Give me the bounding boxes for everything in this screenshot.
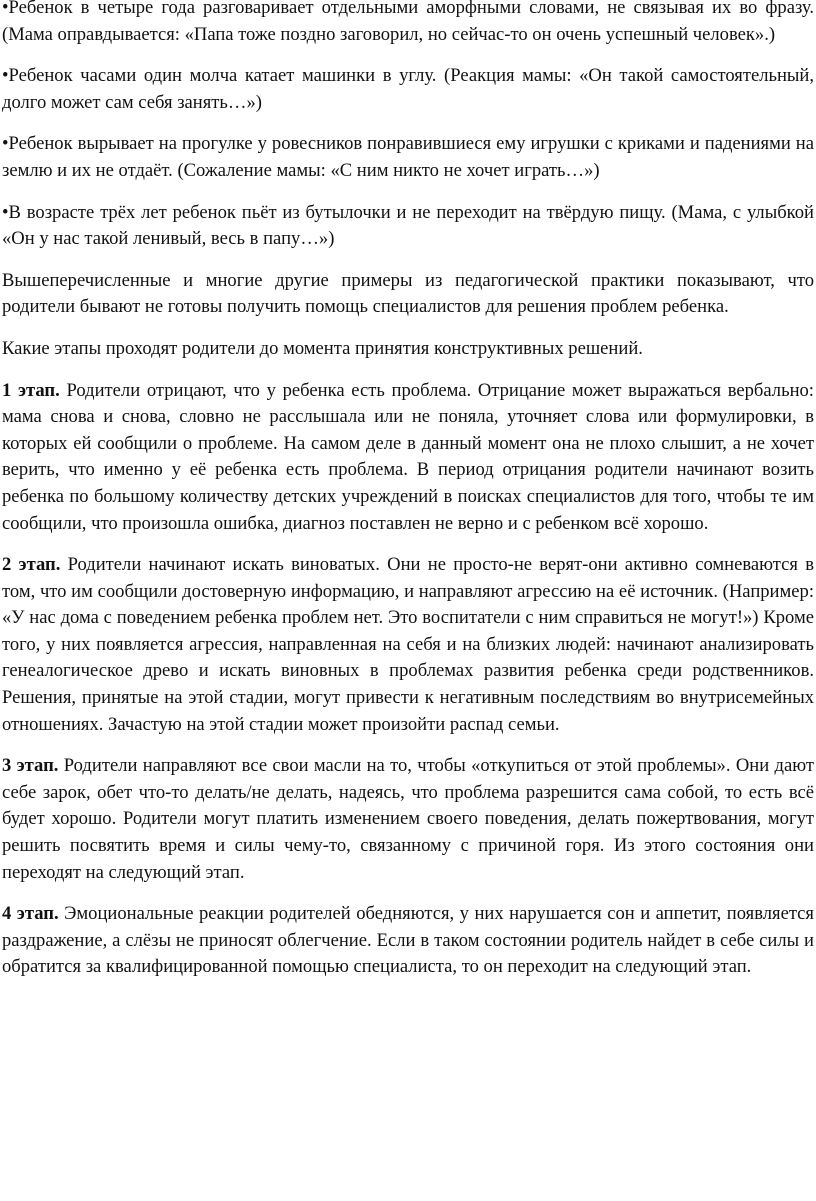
bullet-item: •Ребенок часами один молча катает машинки в углу. (Реакция мамы: «Он такой самостоятельный, долго может сам себя занять…») xyxy=(2,65,814,113)
bullet-item: •Ребенок вырывает на прогулке у ровесников понравившиеся ему игрушки с криками и падениями на землю и их не отдаёт. (Сожаление мамы: «С ним никто не хочет играть…») xyxy=(2,133,814,181)
stage-text: Родители отрицают, что у ребенка есть проблема. Отрицание может выражаться вербально: мама снова и снова, словно не расслышала или не поняла, уточняет слова или формулировки, в которых ей сообщили о проблеме. На самом деле в данный момент она не плохо слышит, а не хочет верить, что именно у её ребенка есть проблема. В период отрицания родители начинают возить ребенка по большому количеству детских учреждений в поисках специалистов для того, чтобы те им сообщили, что произошла ошибка, диагноз поставлен не верно и с ребенком всё хорошо. xyxy=(2,379,814,534)
bullet-item: •Ребенок в четыре года разговаривает отдельными аморфными словами, не связывая их во фразу. (Мама оправдывается: «Папа тоже поздно заговорил, но сейчас-то он очень успешный человек».) xyxy=(2,0,814,45)
stage-label: 4 этап. xyxy=(2,903,59,925)
stage-paragraph xyxy=(2,378,814,538)
stage-label: 2 этап. xyxy=(2,554,61,576)
stage-label: 3 этап. xyxy=(2,755,59,777)
stage-text: Родители начинают искать виноватых. Они не просто-не верят-они активно сомневаются в том, что им сообщили достоверную информацию, и направляют агрессию на её источник. (Например: «У нас дома с поведением ребенка проблем нет. Это воспитатели с ним справиться не могут!») Кроме того, у них появляется агрессия, направленная на себя и на близких людей: начинают анализировать генеалогическое древо и искать виновных в проблемах развития ребенка среди родственников. Решения, принятые на этой стадии, могут привести к негативным последствиям во внутрисемейных отношениях. Зачастую на этой стадии может произойти распад семьи. xyxy=(2,554,814,735)
stage-paragraph xyxy=(2,552,814,738)
stage-text: Эмоциональные реакции родителей обедняются, у них нарушается сон и аппетит, появляется раздражение, а слёзы не приносят облегчение. Если в таком состоянии родитель найдет в себе силы и обратится за квалифицированной помощью специалиста, то он переходит на следующий этап. xyxy=(2,903,814,978)
stage-paragraph xyxy=(2,901,814,981)
stage-label: 1 этап. xyxy=(2,379,60,401)
stage-text: Родители направляют все свои масли на то, чтобы «откупиться от этой проблемы». Они дают себе зарок, обет что-то делать/не делать, надеясь, что проблема разрешится сама собой, то есть всё будет хорошо. Родители могут платить изменением своего поведения, делать пожертвования, могут решить посвятить время и силы чему-то, связанному с причиной горя. Из этого состояния они переходят на следующий этап. xyxy=(2,755,814,883)
summary-paragraph: Вышеперечисленные и многие другие примеры из педагогической практики показывают, что родители бывают не готовы получить помощь специалистов для решения проблем ребенка. xyxy=(2,269,814,318)
bullet-item: •В возрасте трёх лет ребенок пьёт из бутылочки и не переходит на твёрдую пищу. (Мама, с улыбкой «Он у нас такой ленивый, весь в папу…») xyxy=(2,201,814,250)
question-paragraph: Какие этапы проходят родители до момента принятия конструктивных решений. xyxy=(2,337,643,359)
stage-paragraph xyxy=(2,753,814,886)
